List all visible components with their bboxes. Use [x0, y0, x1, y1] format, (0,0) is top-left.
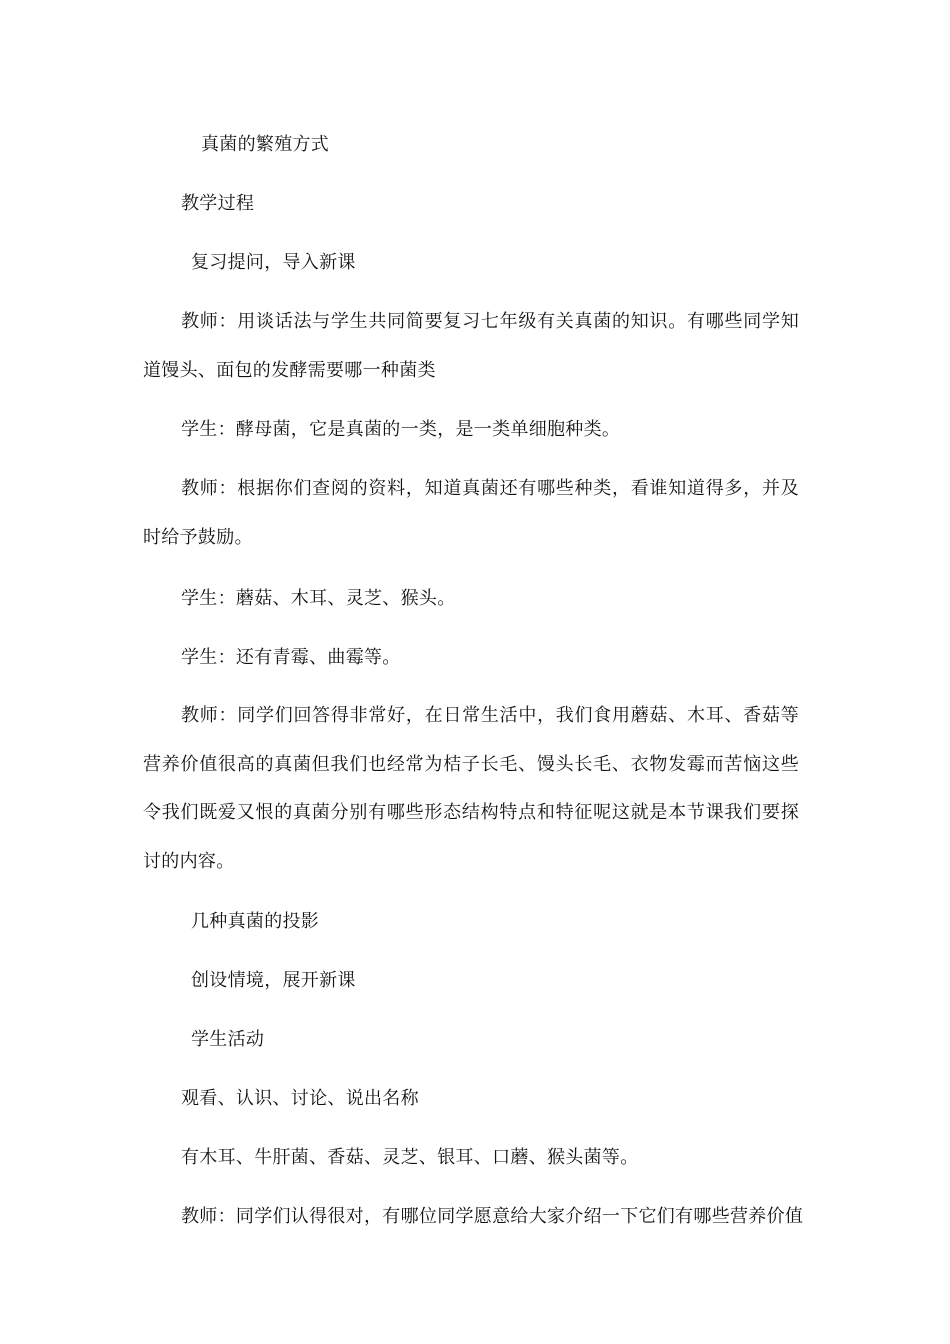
paragraph-teacher-1: 教师：用谈话法与学生共同简要复习七年级有关真菌的知识。有哪些同学知道馒头、面包的发酵需要哪一种菌类 [143, 311, 799, 381]
paragraph-student-1: 学生：酵母菌，它是真菌的一类，是一类单细胞种类。 [181, 419, 621, 440]
subheading-review: 复习提问，导入新课 [191, 252, 356, 273]
subheading-student-activity: 学生活动 [191, 1029, 265, 1050]
section-heading-process: 教学过程 [181, 193, 255, 214]
paragraph-student-3: 学生：还有青霉、曲霉等。 [181, 647, 401, 668]
fungi-list: 有木耳、牛肝菌、香菇、灵芝、银耳、口蘑、猴头菌等。 [181, 1147, 639, 1168]
page-title: 真菌的繁殖方式 [201, 134, 330, 155]
projection-label: 几种真菌的投影 [191, 911, 320, 932]
paragraph-teacher-2: 教师：根据你们查阅的资料，知道真菌还有哪些种类，看谁知道得多，并及时给予鼓励。 [143, 478, 799, 548]
paragraph-student-2: 学生：蘑菇、木耳、灵芝、猴头。 [181, 588, 456, 609]
activity-description: 观看、认识、讨论、说出名称 [181, 1088, 419, 1109]
paragraph-teacher-4: 教师：同学们认得很对，有哪位同学愿意给大家介绍一下它们有哪些营养价值 [181, 1206, 804, 1227]
subheading-create: 创设情境，展开新课 [191, 970, 356, 991]
paragraph-teacher-3: 教师：同学们回答得非常好，在日常生活中，我们食用蘑菇、木耳、香菇等营养价值很高的真菌但我们也经常为桔子长毛、馒头长毛、衣物发霉而苦恼这些令我们既爱又恨的真菌分别有哪些形态结构特点和特征呢这就是本节课我们要探讨的内容。 [143, 705, 799, 872]
